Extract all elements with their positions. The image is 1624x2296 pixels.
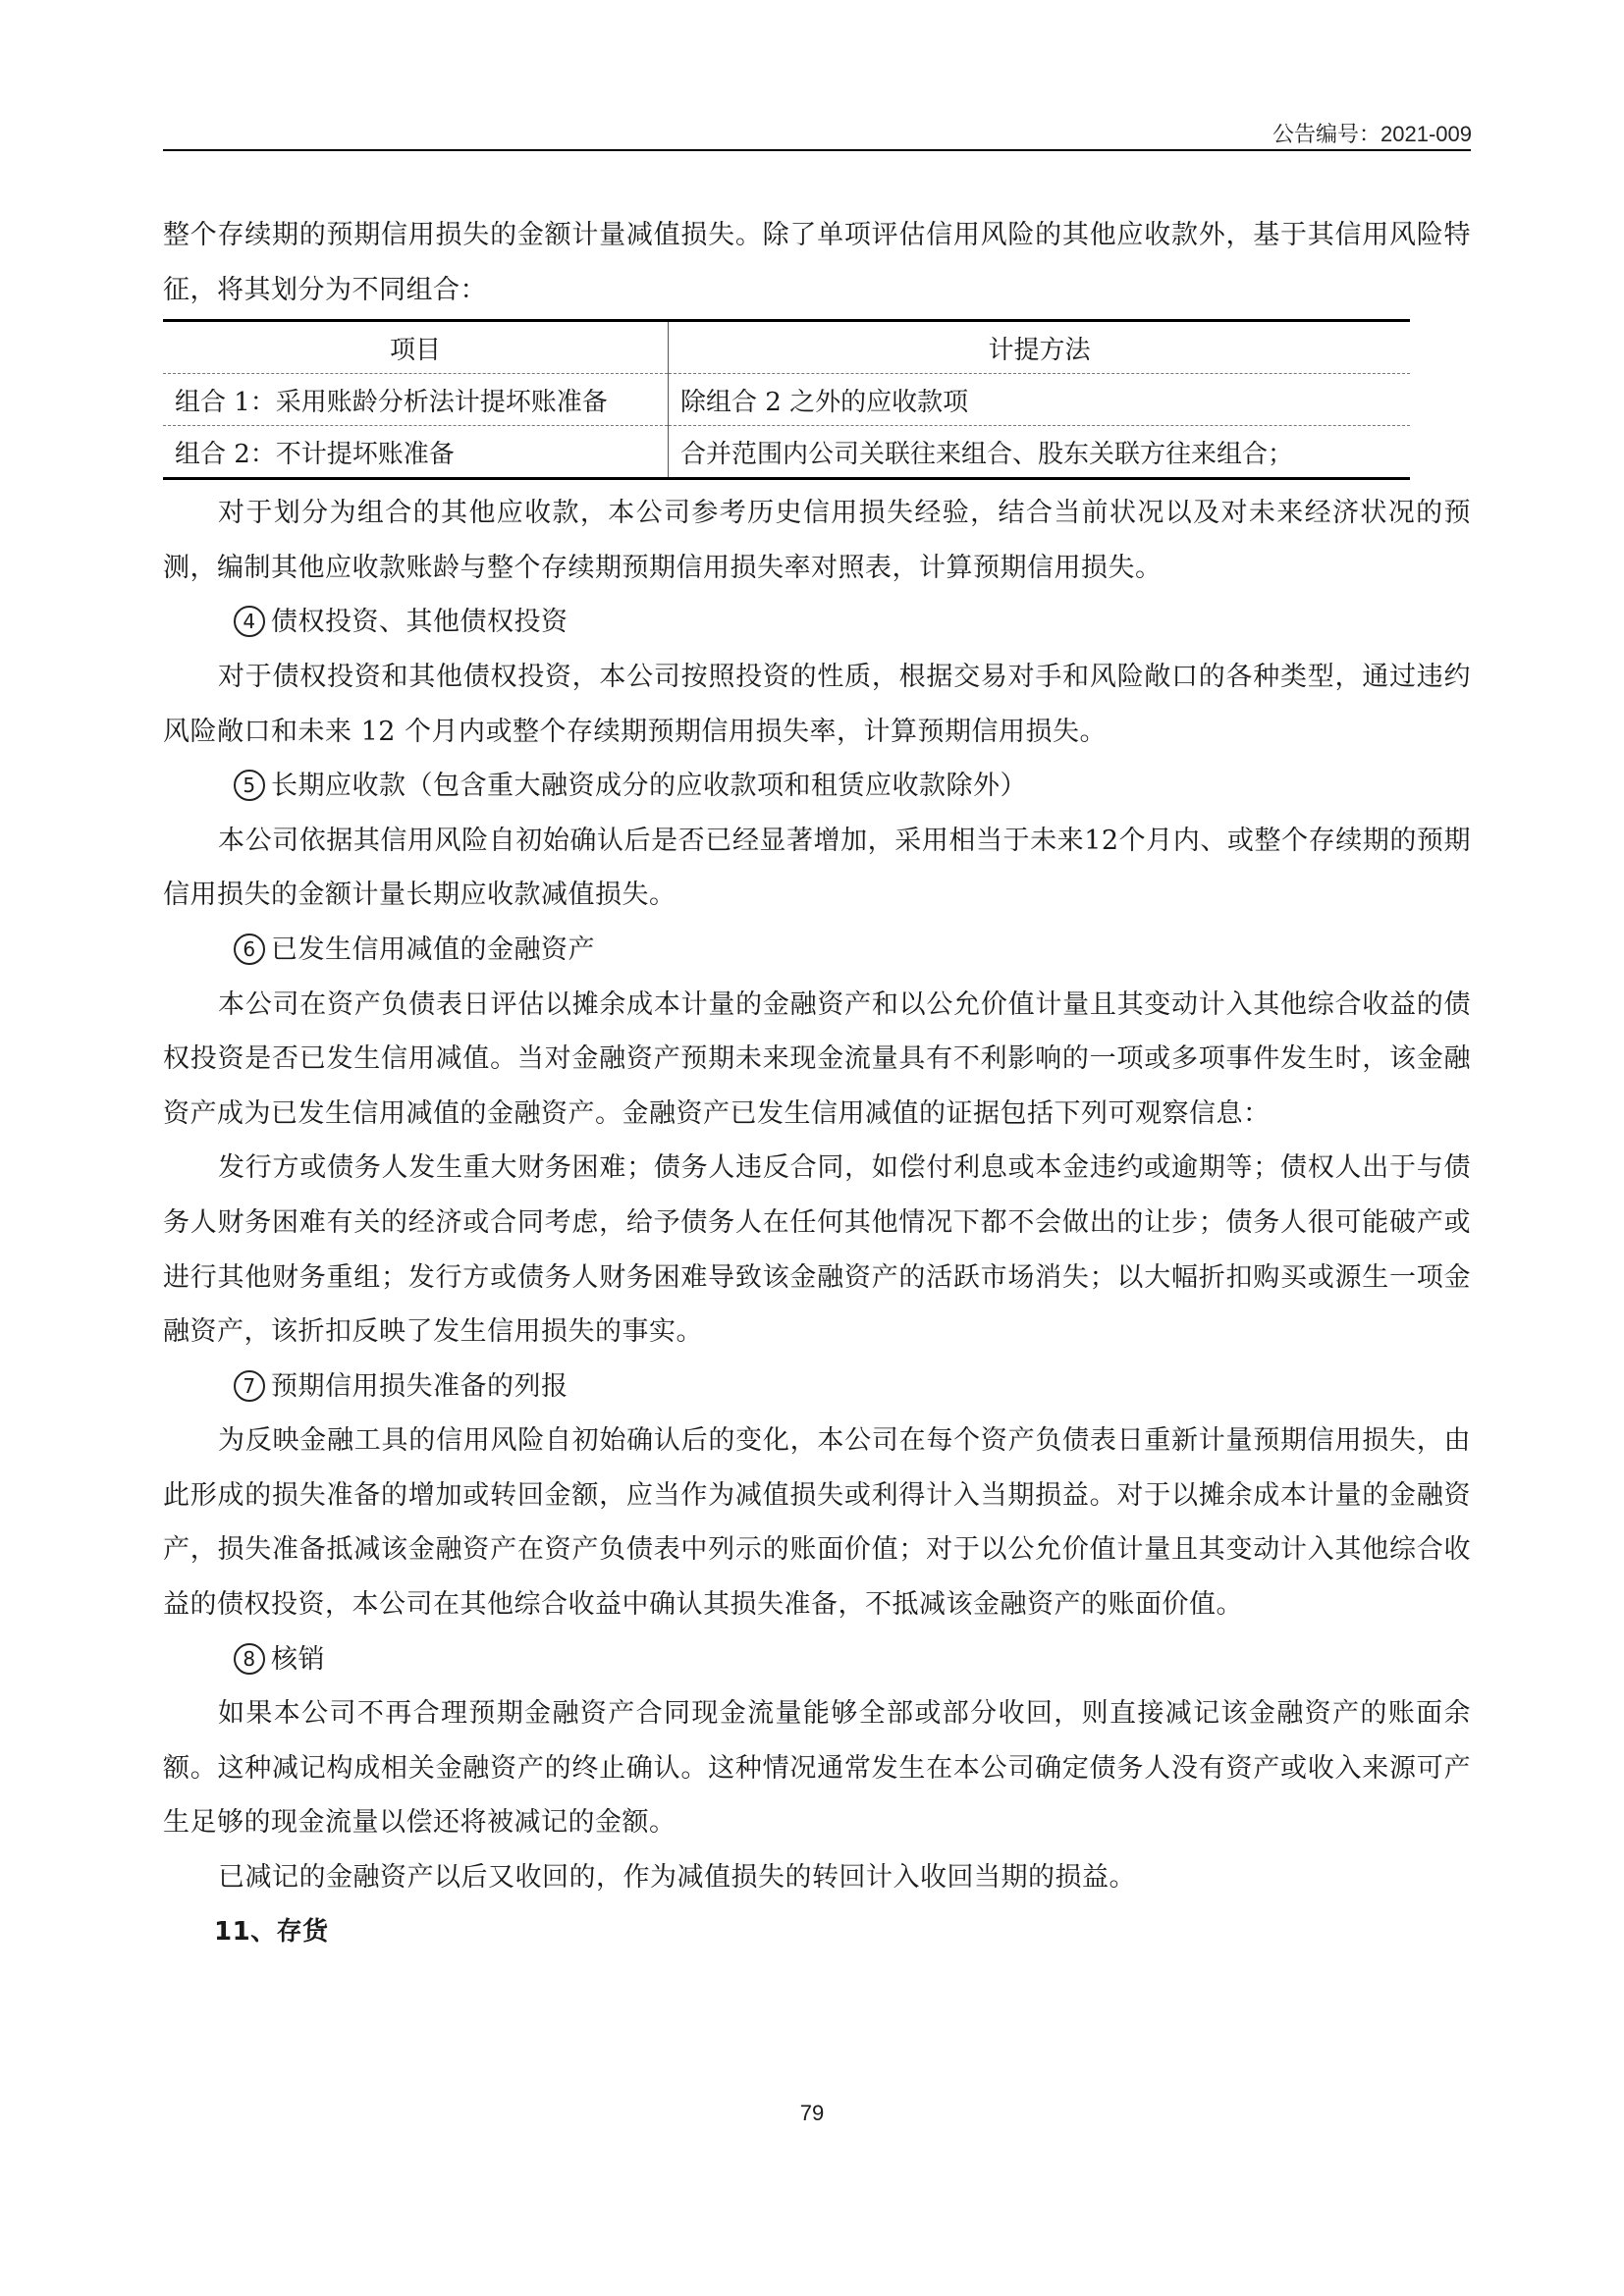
- table-row: [163, 426, 1410, 479]
- section-title-8: [163, 1632, 1471, 1687]
- section-title-text: 预期信用损失准备的列报: [271, 1370, 568, 1402]
- table-cell: 组合 2：不计提坏账准备: [163, 426, 669, 479]
- table-cell: 组合 1：采用账龄分析法计提坏账准备: [163, 374, 669, 426]
- paragraph: 发行方或债务人发生重大财务困难；债务人违反合同，如偿付利息或本金违约或逾期等；债权人出于与债务人财务困难有关的经济或合同考虑，给予债务人在任何其他情况下都不会做出的让步；债务人很可能破产或进行其他财务重组；发行方或债务人财务困难导致该金融资产的活跃市场消失；以大幅折扣购买或源生一项金融资产，该折扣反映了发生信用损失的事实。: [163, 1152, 1471, 1348]
- section-title-7: [163, 1360, 1471, 1415]
- section-title-6: [163, 923, 1471, 978]
- table-header: 项目: [163, 321, 669, 374]
- circled-number: 4: [234, 606, 265, 637]
- table-header-row: [163, 321, 1410, 374]
- section-title-4: [163, 595, 1471, 650]
- paragraph: 本公司依据其信用风险自初始确认后是否已经显著增加，采用相当于未来12个月内、或整个存续期的预期信用损失的金额计量长期应收款减值损失。: [163, 825, 1471, 911]
- notice-number: 公告编号：2021-009: [1272, 122, 1472, 146]
- table-row: [163, 374, 1410, 426]
- section-heading-inventory: 11、存货: [214, 1916, 329, 1947]
- paragraph: 已减记的金融资产以后又收回的，作为减值损失的转回计入收回当期的损益。: [218, 1862, 1136, 1894]
- section-title-text: 核销: [271, 1643, 325, 1675]
- circled-number: 7: [234, 1370, 265, 1402]
- section-title-text: 长期应收款（包含重大融资成分的应收款项和租赁应收款除外）: [271, 771, 1027, 802]
- document-body: [163, 208, 1471, 1959]
- paragraph: 本公司在资产负债表日评估以摊余成本计量的金融资产和以公允价值计量且其变动计入其他综合收益的债权投资是否已发生信用减值。当对金融资产预期未来现金流量具有不利影响的一项或多项事件发生时，该金融资产成为已发生信用减值的金融资产。金融资产已发生信用减值的证据包括下列可观察信息：: [163, 988, 1471, 1129]
- portfolio-table: [163, 319, 1410, 480]
- table-cell: 除组合 2 之外的应收款项: [669, 374, 1411, 426]
- section-title-text: 已发生信用减值的金融资产: [271, 934, 595, 965]
- section-title-text: 债权投资、其他债权投资: [271, 607, 568, 638]
- paragraph: 如果本公司不再合理预期金融资产合同现金流量能够全部或部分收回，则直接减记该金融资产的账面余额。这种减记构成相关金融资产的终止确认。这种情况通常发生在本公司确定债务人没有资产或收入来源可产生足够的现金流量以偿还将被减记的金额。: [163, 1698, 1471, 1839]
- circled-number: 6: [234, 934, 265, 965]
- circled-number: 8: [234, 1643, 265, 1675]
- header-rule: [163, 149, 1471, 151]
- page-number: 79: [799, 2101, 825, 2125]
- table-header: 计提方法: [669, 321, 1411, 374]
- paragraph: 整个存续期的预期信用损失的金额计量减值损失。除了单项评估信用风险的其他应收款外，基于其信用风险特征，将其划分为不同组合：: [163, 220, 1471, 305]
- paragraph: 对于债权投资和其他债权投资，本公司按照投资的性质，根据交易对手和风险敞口的各种类型，通过违约风险敞口和未来 12 个月内或整个存续期预期信用损失率，计算预期信用损失。: [163, 661, 1471, 747]
- table-cell: 合并范围内公司关联往来组合、股东关联方往来组合；: [680, 439, 1294, 469]
- paragraph: 为反映金融工具的信用风险自初始确认后的变化，本公司在每个资产负债表日重新计量预期信用损失，由此形成的损失准备的增加或转回金额，应当作为减值损失或利得计入当期损益。对于以摊余成本计量的金融资产，损失准备抵减该金融资产在资产负债表中列示的账面价值；对于以公允价值计量且其变动计入其他综合收益的债权投资，本公司在其他综合收益中确认其损失准备，不抵减该金融资产的账面价值。: [163, 1425, 1471, 1621]
- section-title-5: [163, 759, 1471, 814]
- paragraph: 对于划分为组合的其他应收款，本公司参考历史信用损失经验，结合当前状况以及对未来经济状况的预测，编制其他应收款账龄与整个存续期预期信用损失率对照表，计算预期信用损失。: [163, 498, 1471, 583]
- circled-number: 5: [234, 770, 265, 801]
